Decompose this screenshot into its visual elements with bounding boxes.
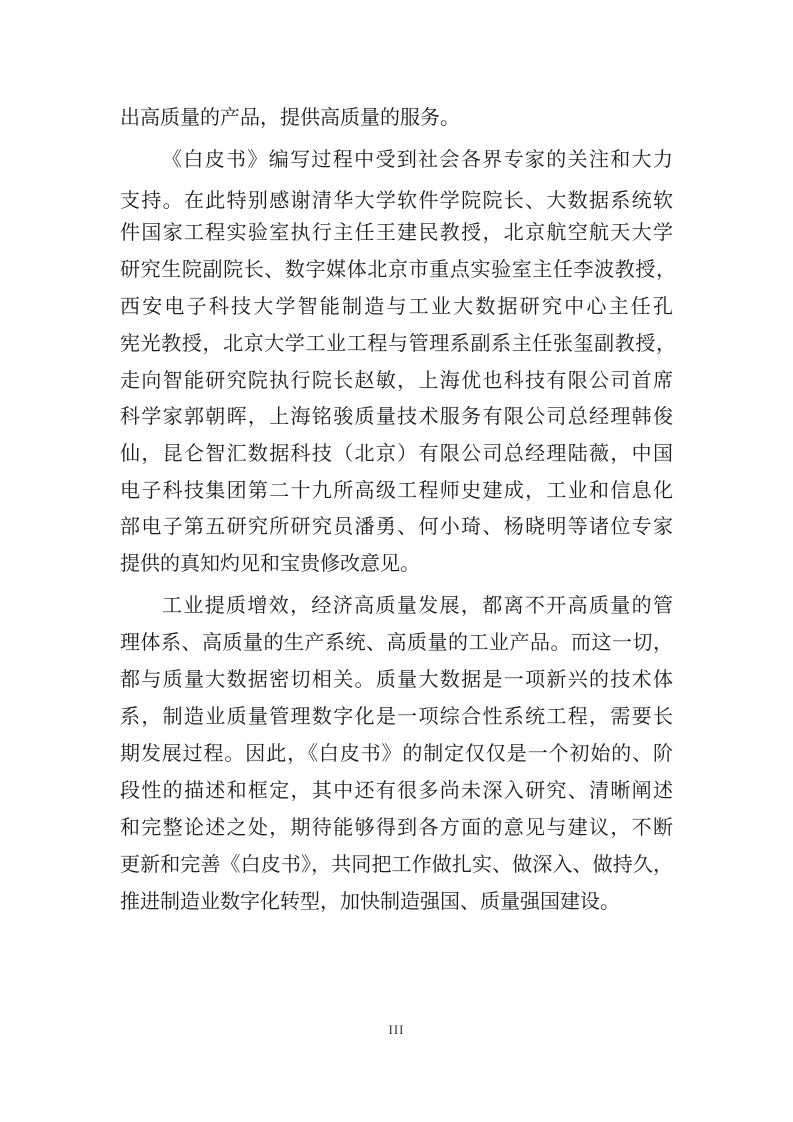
text-line-content: 出高质量的产品，提供高质量的服务。 — [120, 105, 460, 129]
text-line-content: 和完整论述之处，期待能够得到各方面的意见与建议，不断 — [120, 815, 673, 839]
text-line-content: 电子科技集团第二十九所高级工程师史建成，工业和信息化 — [120, 478, 673, 502]
text-line-content: 《白皮书》编写过程中受到社会各界专家的关注和大力 — [162, 147, 673, 171]
text-line — [0, 326, 793, 360]
text-line-content: 都与质量大数据密切相关。质量大数据是一项新兴的技术体 — [120, 667, 673, 691]
text-line-content: 宪光教授，北京大学工业工程与管理系副系主任张玺副教授， — [120, 331, 676, 355]
text-line-content: 期发展过程。因此，《白皮书》的制定仅仅是一个初始的、阶 — [120, 741, 673, 765]
text-line — [0, 662, 793, 696]
text-line — [0, 142, 793, 176]
text-line-content: 提供的真知灼见和宝贵修改意见。 — [120, 551, 420, 575]
text-line-content: 支持。在此特别感谢清华大学软件学院院长、大数据系统软 — [120, 188, 673, 212]
text-line — [0, 810, 793, 844]
text-line-content: 段性的描述和框定，其中还有很多尚未深入研究、清晰阐述 — [120, 778, 673, 802]
text-line — [0, 847, 793, 881]
text-line — [0, 399, 793, 433]
text-line — [0, 546, 793, 580]
text-line — [0, 215, 793, 249]
text-line-content: 工业提质增效，经济高质量发展，都离不开高质量的管 — [162, 593, 673, 617]
text-line — [0, 625, 793, 659]
text-line — [0, 588, 793, 622]
text-line — [0, 736, 793, 770]
text-line-content: 部电子第五研究所研究员潘勇、何小琦、杨晓明等诸位专家 — [120, 514, 673, 538]
text-line — [0, 100, 793, 134]
text-line-content: 件国家工程实验室执行主任王建民教授，北京航空航天大学 — [120, 220, 673, 244]
text-line — [0, 699, 793, 733]
text-line-content: 科学家郭朝晖，上海铭骏质量技术服务有限公司总经理韩俊 — [120, 404, 673, 428]
text-line-content: 推进制造业数字化转型，加快制造强国、质量强国建设。 — [120, 889, 620, 913]
text-line — [0, 884, 793, 918]
text-line-content: 更新和完善《白皮书》，共同把工作做扎实、做深入、做持久， — [120, 852, 673, 876]
text-line — [0, 473, 793, 507]
text-line-content: 走向智能研究院执行院长赵敏，上海优也科技有限公司首席 — [120, 368, 673, 392]
text-line — [0, 509, 793, 543]
text-line-content: 研究生院副院长、数字媒体北京市重点实验室主任李波教授， — [120, 257, 676, 281]
text-line — [0, 363, 793, 397]
text-line — [0, 252, 793, 286]
text-line — [0, 436, 793, 470]
text-line — [0, 183, 793, 217]
page-number: III — [388, 1022, 405, 1037]
text-line-content: 理体系、高质量的生产系统、高质量的工业产品。而这一切， — [120, 630, 673, 654]
text-line-content: 系，制造业质量管理数字化是一项综合性系统工程，需要长 — [120, 704, 673, 728]
text-line-content: 西安电子科技大学智能制造与工业大数据研究中心主任孔 — [120, 294, 673, 318]
text-line — [0, 773, 793, 807]
text-line — [0, 289, 793, 323]
text-line-content: 仙，昆仑智汇数据科技（北京）有限公司总经理陆薇，中国 — [120, 441, 673, 465]
